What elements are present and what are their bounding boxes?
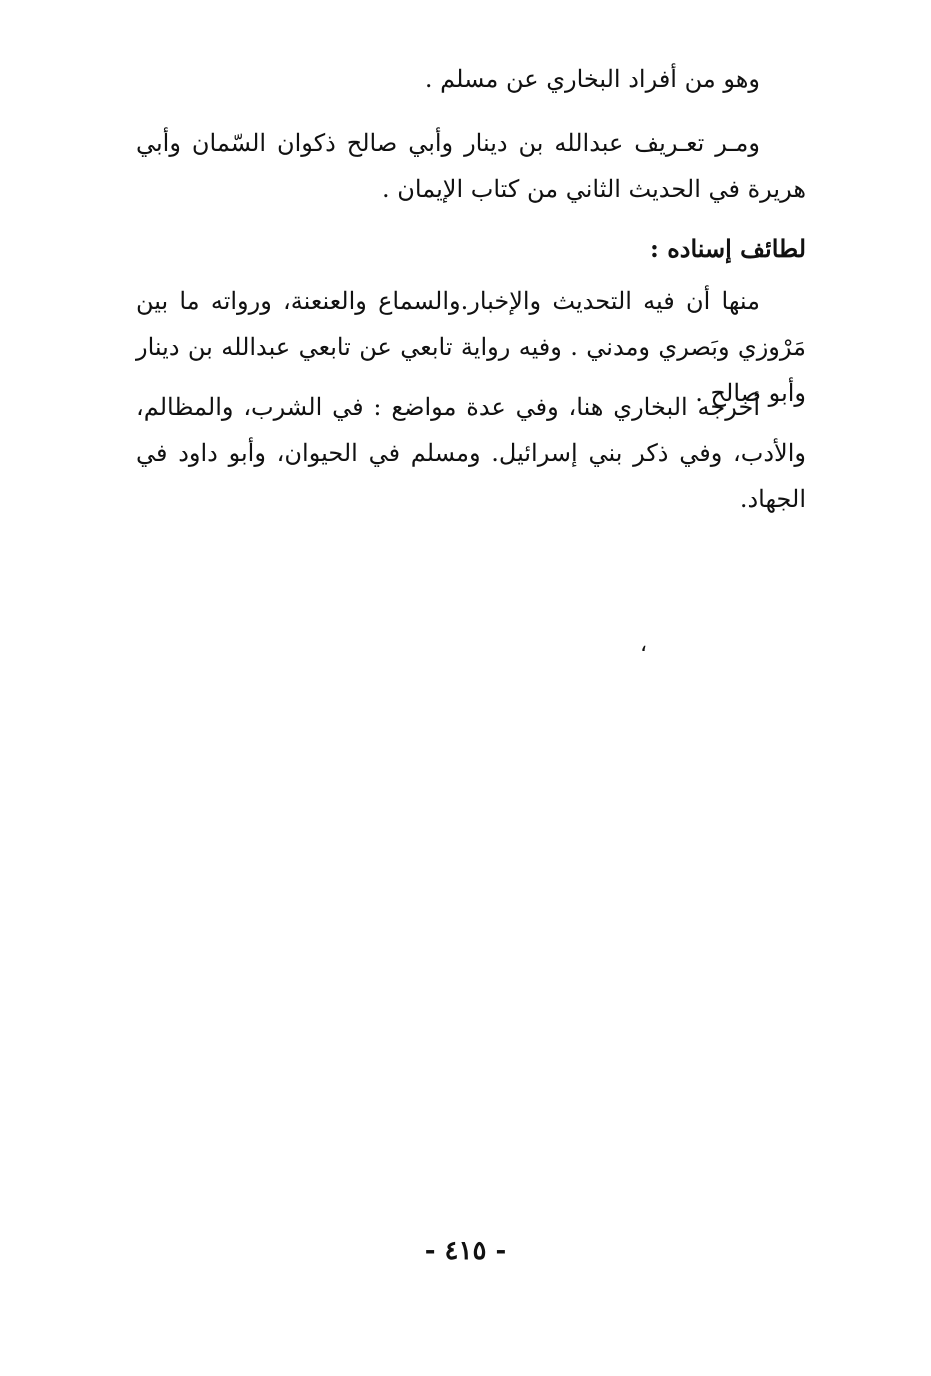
section-heading: لطائف إسناده : bbox=[650, 234, 806, 263]
stray-mark: ، bbox=[640, 632, 648, 657]
page-number: - ٤١٥ - bbox=[424, 1236, 507, 1266]
paragraph-3: منها أن فيه التحديث والإخبار.والسماع والعنعنة، ورواته ما بين مَرْوزي وبَصري ومدني . وفيه رواية تابعي عن تابعي عبدالله بن دينار وأبو صالح . bbox=[136, 287, 806, 407]
paragraph-1: وهو من أفراد البخاري عن مسلم . bbox=[424, 65, 760, 93]
paragraph-2: ومـر تعـريف عبدالله بن دينار وأبي صالح ذكوان السّمان وأبي هريرة في الحديث الثاني من كتاب الإيمان . bbox=[136, 129, 806, 203]
paragraph-4: أخرجه البخاري هنا، وفي عدة مواضع : في الشرب، والمظالم، والأدب، وفي ذكر بني إسرائيل. ومسلم في الحيوان، وأبو داود في الجهاد. bbox=[136, 393, 806, 513]
